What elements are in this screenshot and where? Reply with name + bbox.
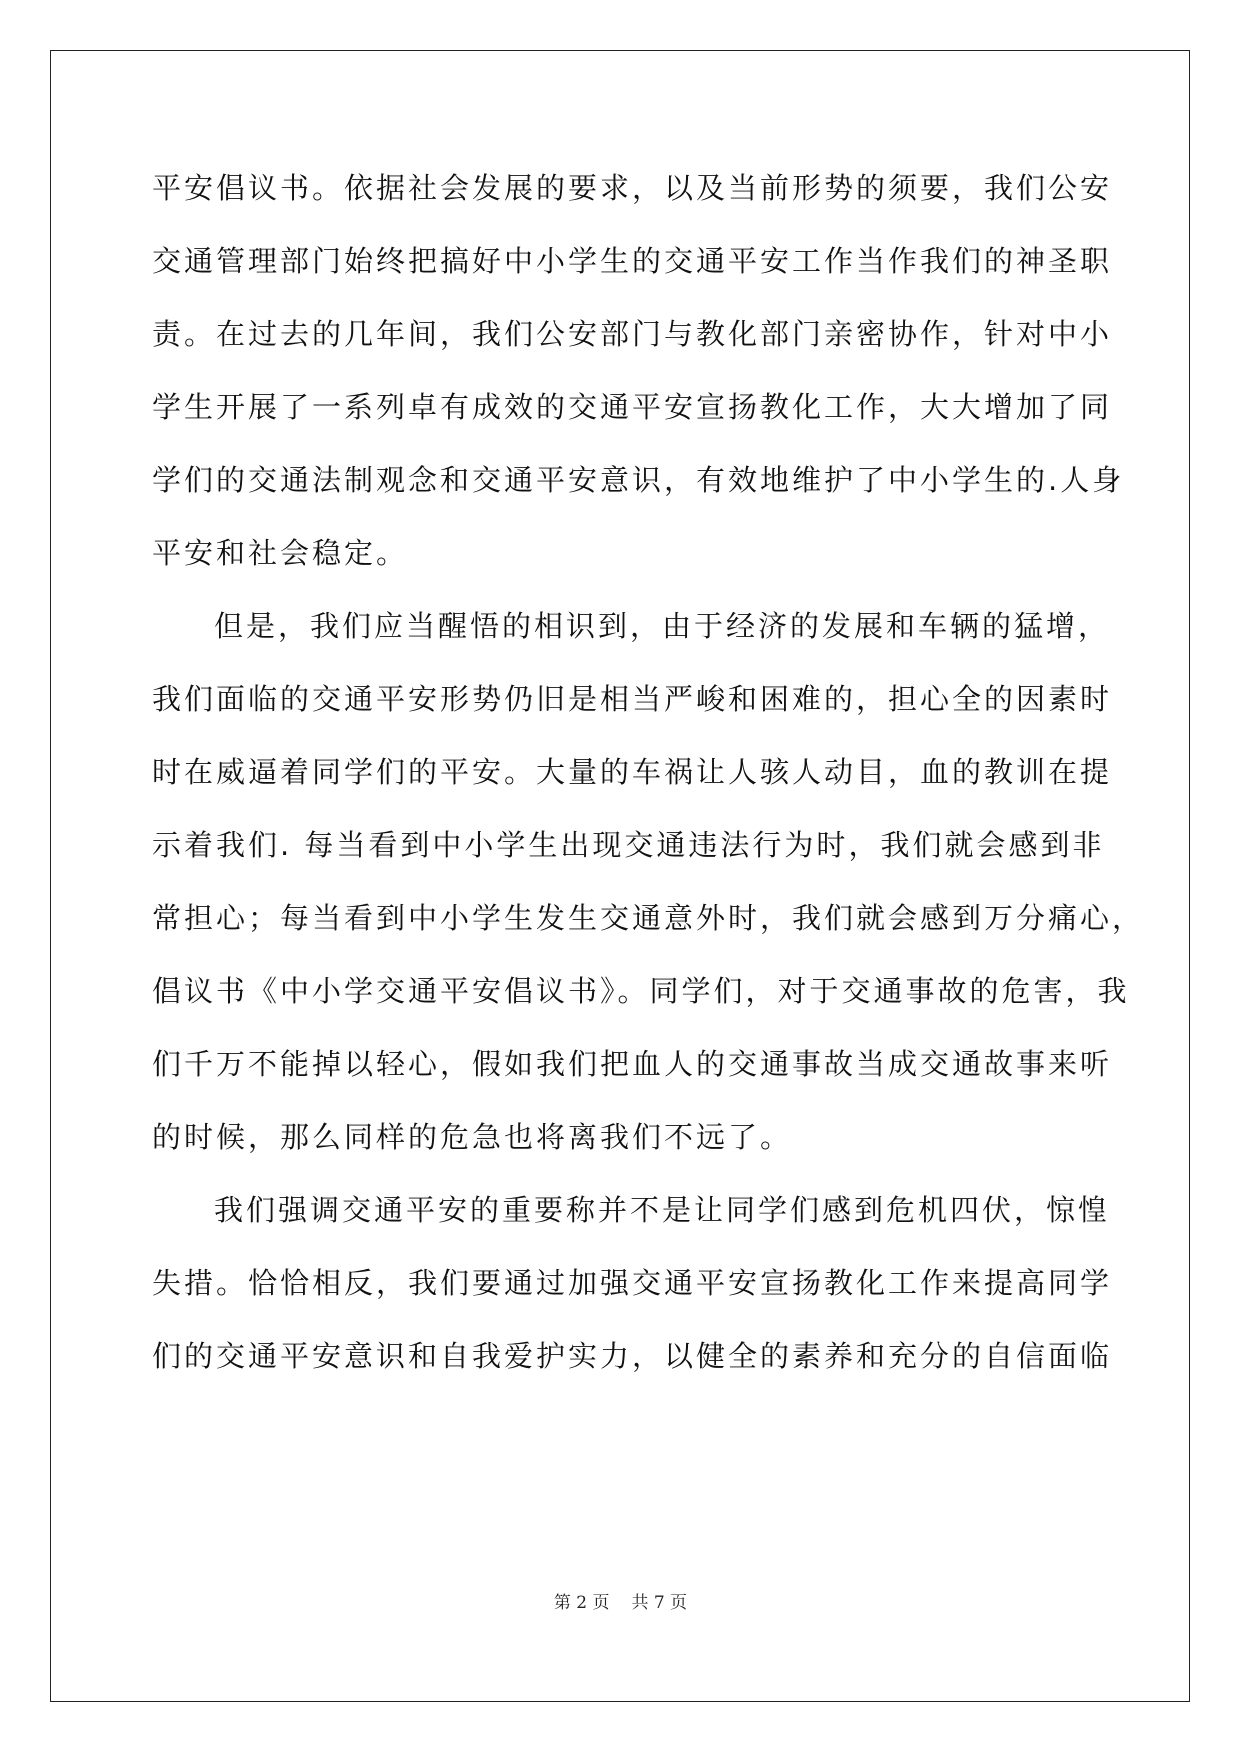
text-line: 交通管理部门始终把搞好中小学生的交通平安工作当作我们的神圣职 xyxy=(152,244,1113,278)
page-footer xyxy=(0,1588,1241,1613)
document-body xyxy=(152,152,1145,1393)
text-line: 责。在过去的几年间，我们公安部门与教化部门亲密协作，针对中小 xyxy=(152,317,1113,351)
text-line: 我们面临的交通平安形势仍旧是相当严峻和困难的，担心全的因素时 xyxy=(152,682,1113,716)
paragraph-first-line: 我们强调交通平安的重要称并不是让同学们感到危机四伏，惊惶 xyxy=(214,1193,1111,1227)
text-line: 们的交通平安意识和自我爱护实力，以健全的素养和充分的自信面临 xyxy=(152,1339,1113,1373)
text-line: 常担心；每当看到中小学生发生交通意外时，我们就会感到万分痛心， xyxy=(152,901,1145,935)
text-line: 倡议书《中小学交通平安倡议书》。同学们，对于交通事故的危害，我 xyxy=(152,974,1130,1008)
text-line: 学生开展了一系列卓有成效的交通平安宣扬教化工作，大大增加了同 xyxy=(152,390,1113,424)
text-line: 的时候，那么同样的危急也将离我们不远了。 xyxy=(152,1120,793,1154)
page-total: 共 7 页 xyxy=(631,1593,688,1613)
text-line: 失措。恰恰相反，我们要通过加强交通平安宣扬教化工作来提高同学 xyxy=(152,1266,1113,1300)
text-line: 平安倡议书。依据社会发展的要求，以及当前形势的须要，我们公安 xyxy=(152,171,1113,205)
text-line: 示着我们. 每当看到中小学生出现交通违法行为时，我们就会感到非 xyxy=(152,828,1105,862)
text-line: 学们的交通法制观念和交通平安意识，有效地维护了中小学生的.人身 xyxy=(152,463,1125,497)
text-line: 平安和社会稳定。 xyxy=(152,536,409,570)
text-line: 们千万不能掉以轻心，假如我们把血人的交通事故当成交通故事来听 xyxy=(152,1047,1113,1081)
page-number: 第 2 页 xyxy=(553,1593,610,1613)
paragraph-first-line: 但是，我们应当醒悟的相识到，由于经济的发展和车辆的猛增， xyxy=(214,609,1111,643)
text-line: 时在威逼着同学们的平安。大量的车祸让人骇人动目，血的教训在提 xyxy=(152,755,1113,789)
